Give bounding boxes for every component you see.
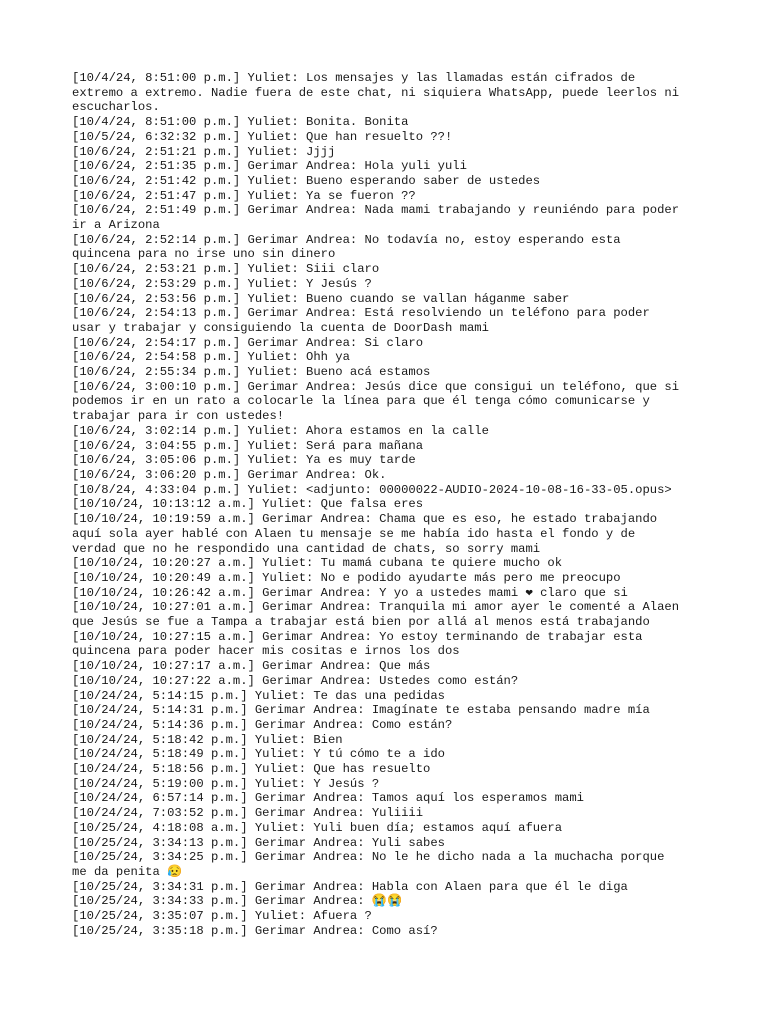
chat-message: [10/6/24, 3:04:55 p.m.] Yuliet: Será para mañana xyxy=(72,438,424,453)
chat-message: [10/24/24, 5:14:31 p.m.] Gerimar Andrea: Imagínate te estaba pensando madre mía xyxy=(72,703,650,718)
chat-message: [10/6/24, 2:54:13 p.m.] Gerimar Andrea: Está resolviendo un teléfono para poder usar y trabajar y consiguiendo la cuenta de DoorDash mami xyxy=(72,306,650,335)
chat-message: [10/5/24, 6:32:32 p.m.] Yuliet: Que han resuelto ??! xyxy=(72,129,453,144)
chat-message: [10/24/24, 5:19:00 p.m.] Yuliet: Y Jesús ? xyxy=(72,776,380,791)
chat-message: [10/24/24, 5:18:49 p.m.] Yuliet: Y tú cómo te a ido xyxy=(72,747,445,762)
chat-message: [10/6/24, 2:53:29 p.m.] Yuliet: Y Jesús ? xyxy=(72,276,372,291)
chat-message: [10/24/24, 6:57:14 p.m.] Gerimar Andrea: Tamos aquí los esperamos mami xyxy=(72,791,584,806)
chat-message: [10/6/24, 2:54:17 p.m.] Gerimar Andrea: Si claro xyxy=(72,335,424,350)
chat-message: [10/6/24, 2:53:56 p.m.] Yuliet: Bueno cuando se vallan háganme saber xyxy=(72,291,570,306)
chat-message: [10/6/24, 2:51:42 p.m.] Yuliet: Bueno esperando saber de ustedes xyxy=(72,173,541,188)
chat-message: [10/6/24, 3:00:10 p.m.] Gerimar Andrea: Jesús dice que consigui un teléfono, que si podemos ir en un rato a colocarle la línea para que él tenga cómo comunicarse y trabajar para ir con ustedes! xyxy=(72,379,680,424)
chat-message: [10/24/24, 5:14:15 p.m.] Yuliet: Te das una pedidas xyxy=(72,688,445,703)
chat-message: [10/10/24, 10:13:12 a.m.] Yuliet: Que falsa eres xyxy=(72,497,424,512)
chat-message: [10/6/24, 2:51:47 p.m.] Yuliet: Ya se fueron ?? xyxy=(72,188,416,203)
chat-message: [10/4/24, 8:51:00 p.m.] Yuliet: Los mensajes y las llamadas están cifrados de extremo a extremo. Nadie fuera de este chat, ni siquiera WhatsApp, puede leerlos ni escucharlos. xyxy=(72,71,680,115)
chat-message: [10/6/24, 2:51:21 p.m.] Yuliet: Jjjj xyxy=(72,144,336,159)
chat-message: [10/10/24, 10:27:17 a.m.] Gerimar Andrea: Que más xyxy=(72,659,431,674)
chat-message: [10/25/24, 4:18:08 a.m.] Yuliet: Yuli buen día; estamos aquí afuera xyxy=(72,820,563,835)
chat-message: [10/10/24, 10:26:42 a.m.] Gerimar Andrea: Y yo a ustedes mami ❤ claro que si xyxy=(72,585,628,600)
chat-message: [10/8/24, 4:33:04 p.m.] Yuliet: <adjunto: 00000022-AUDIO-2024-10-08-16-33-05.opus> xyxy=(72,482,672,497)
chat-message: [10/6/24, 2:54:58 p.m.] Yuliet: Ohh ya xyxy=(72,350,350,365)
chat-message: [10/24/24, 7:03:52 p.m.] Gerimar Andrea: Yuliiii xyxy=(72,806,424,821)
chat-message: [10/6/24, 2:51:49 p.m.] Gerimar Andrea: Nada mami trabajando y reuniéndo para poder ir a Arizona xyxy=(72,203,680,233)
chat-message: [10/10/24, 10:19:59 a.m.] Gerimar Andrea: Chama que es eso, he estado trabajando aquí sola ayer hablé con Alaen tu mensaje se me había ido hasta el fondo y de verdad que no he respondido una cantidad de chats, so sorry mami xyxy=(72,512,658,556)
chat-transcript xyxy=(72,71,700,938)
chat-message: [10/25/24, 3:34:33 p.m.] Gerimar Andrea: 😭😭 xyxy=(72,894,403,909)
chat-message: [10/25/24, 3:34:13 p.m.] Gerimar Andrea: Yuli sabes xyxy=(72,835,445,850)
chat-message: [10/10/24, 10:20:27 a.m.] Yuliet: Tu mamá cubana te quiere mucho ok xyxy=(72,556,563,571)
chat-message: [10/6/24, 3:06:20 p.m.] Gerimar Andrea: Ok. xyxy=(72,467,387,482)
chat-message: [10/10/24, 10:27:01 a.m.] Gerimar Andrea: Tranquila mi amor ayer le comenté a Alaen que Jesús se fue a Tampa a trabajar está bien por allá al menos está trabajando xyxy=(72,600,680,630)
chat-message: [10/10/24, 10:27:15 a.m.] Gerimar Andrea: Yo estoy terminando de trabajar esta quincena para poder hacer mis cositas e irnos los dos xyxy=(72,629,643,659)
chat-message: [10/25/24, 3:35:18 p.m.] Gerimar Andrea: Como así? xyxy=(72,923,438,938)
chat-message: [10/6/24, 3:02:14 p.m.] Yuliet: Ahora estamos en la calle xyxy=(72,423,489,438)
chat-message: [10/10/24, 10:20:49 a.m.] Yuliet: No e podido ayudarte más pero me preocupo xyxy=(72,570,621,585)
chat-message: [10/6/24, 2:51:35 p.m.] Gerimar Andrea: Hola yuli yuli xyxy=(72,159,467,174)
chat-message: [10/24/24, 5:18:42 p.m.] Yuliet: Bien xyxy=(72,732,343,747)
chat-message: [10/6/24, 2:52:14 p.m.] Gerimar Andrea: No todavía no, estoy esperando esta quincena para no irse uno sin dinero xyxy=(72,232,621,262)
chat-message: [10/25/24, 3:35:07 p.m.] Yuliet: Afuera ? xyxy=(72,909,372,924)
chat-message: [10/6/24, 3:05:06 p.m.] Yuliet: Ya es muy tarde xyxy=(72,453,416,468)
chat-message: [10/10/24, 10:27:22 a.m.] Gerimar Andrea: Ustedes como están? xyxy=(72,673,519,688)
chat-message: [10/25/24, 3:34:25 p.m.] Gerimar Andrea: No le he dicho nada a la muchacha porque me da penita 😥 xyxy=(72,850,665,879)
chat-message: [10/6/24, 2:53:21 p.m.] Yuliet: Siii claro xyxy=(72,262,380,277)
chat-message: [10/24/24, 5:18:56 p.m.] Yuliet: Que has resuelto xyxy=(72,762,431,777)
chat-message: [10/6/24, 2:55:34 p.m.] Yuliet: Bueno acá estamos xyxy=(72,365,431,380)
chat-message: [10/25/24, 3:34:31 p.m.] Gerimar Andrea: Habla con Alaen para que él le diga xyxy=(72,879,628,894)
chat-message: [10/4/24, 8:51:00 p.m.] Yuliet: Bonita. Bonita xyxy=(72,115,409,130)
chat-message: [10/24/24, 5:14:36 p.m.] Gerimar Andrea: Como están? xyxy=(72,717,453,732)
